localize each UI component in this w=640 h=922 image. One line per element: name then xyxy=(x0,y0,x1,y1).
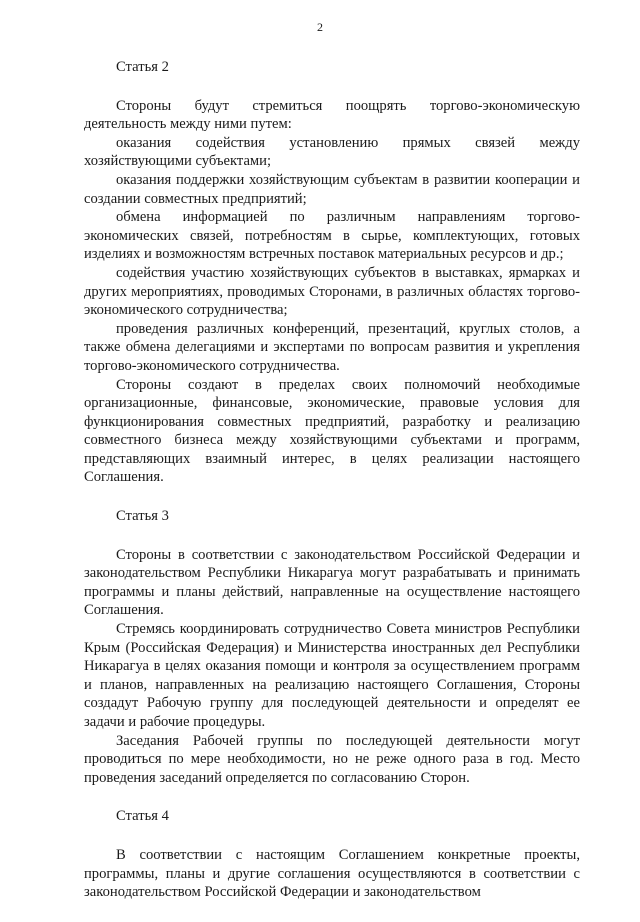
article-heading: Статья 3 xyxy=(116,508,169,525)
article-heading: Статья 2 xyxy=(116,59,169,75)
paragraph: обмена информацией по различным направлениям торгово-экономических связей, потребностям в сырье, комплектующих, готовых изделиях и возможностям встречных поставок материальных ресурсов и др.; xyxy=(84,209,580,263)
article-heading: Статья 4 xyxy=(116,808,169,825)
article-4 xyxy=(84,807,580,901)
article-text xyxy=(84,97,580,487)
paragraph: Стороны в соответствии с законодательством Российской Федерации и законодательством Республики Никарагуа могут разрабатывать и принимать программы и планы действий, направленные на осуществление настоящего Соглашения. xyxy=(84,546,580,619)
paragraph: Стремясь координировать сотрудничество Совета министров Республики Крым (Российская Федерация) и Министерства иностранных дел Республики Никарагуа в целях оказания помощи и контроля за осуществлением программ и планов, направленных на реализацию настоящего Соглашения, Стороны создадут Рабочую группу для последующей деятельности и определят ее задачи и рабочие процедуры. xyxy=(84,621,580,730)
paragraph: Стороны будут стремиться поощрять торгово-экономическую деятельность между ними путем: xyxy=(84,97,580,133)
article-text xyxy=(84,846,580,902)
paragraph: оказания содействия установлению прямых связей между хозяйствующими субъектами; xyxy=(84,134,580,170)
paragraph: оказания поддержки хозяйствующим субъектам в развитии кооперации и создании совместных предприятий; xyxy=(84,171,580,207)
paragraph: проведения различных конференций, презентаций, круглых столов, а также обмена делегациями и экспертами по вопросам развития и укрепления торгово-экономического сотрудничества. xyxy=(84,320,580,374)
article-3 xyxy=(84,507,580,787)
paragraph: В соответствии с настоящим Соглашением конкретные проекты, программы, планы и другие соглашения осуществляются в соответствии с законодательством Российской Федерации и законодательством xyxy=(84,846,580,901)
paragraph: Стороны создают в пределах своих полномочий необходимые организационные, финансовые, экономические, правовые условия для функционирования совместных предприятий, разработку и реализацию совместного бизнеса между хозяйствующими субъектами и программ, представляющих взаимный интерес, в целях реализации настоящего Соглашения. xyxy=(84,376,580,486)
article-text xyxy=(84,546,580,788)
paragraph: Заседания Рабочей группы по последующей деятельности могут проводиться по мере необходимости, но не реже одного раза в год. Место проведения заседаний определяется по согласованию Сторон. xyxy=(84,732,580,786)
paragraph: содействия участию хозяйствующих субъектов в выставках, ярмарках и других мероприятиях, проводимых Сторонами, в различных областях торгово-экономического сотрудничества; xyxy=(84,264,580,319)
page-number: 2 xyxy=(317,20,323,34)
article-2 xyxy=(84,58,580,487)
document-body xyxy=(84,58,580,922)
